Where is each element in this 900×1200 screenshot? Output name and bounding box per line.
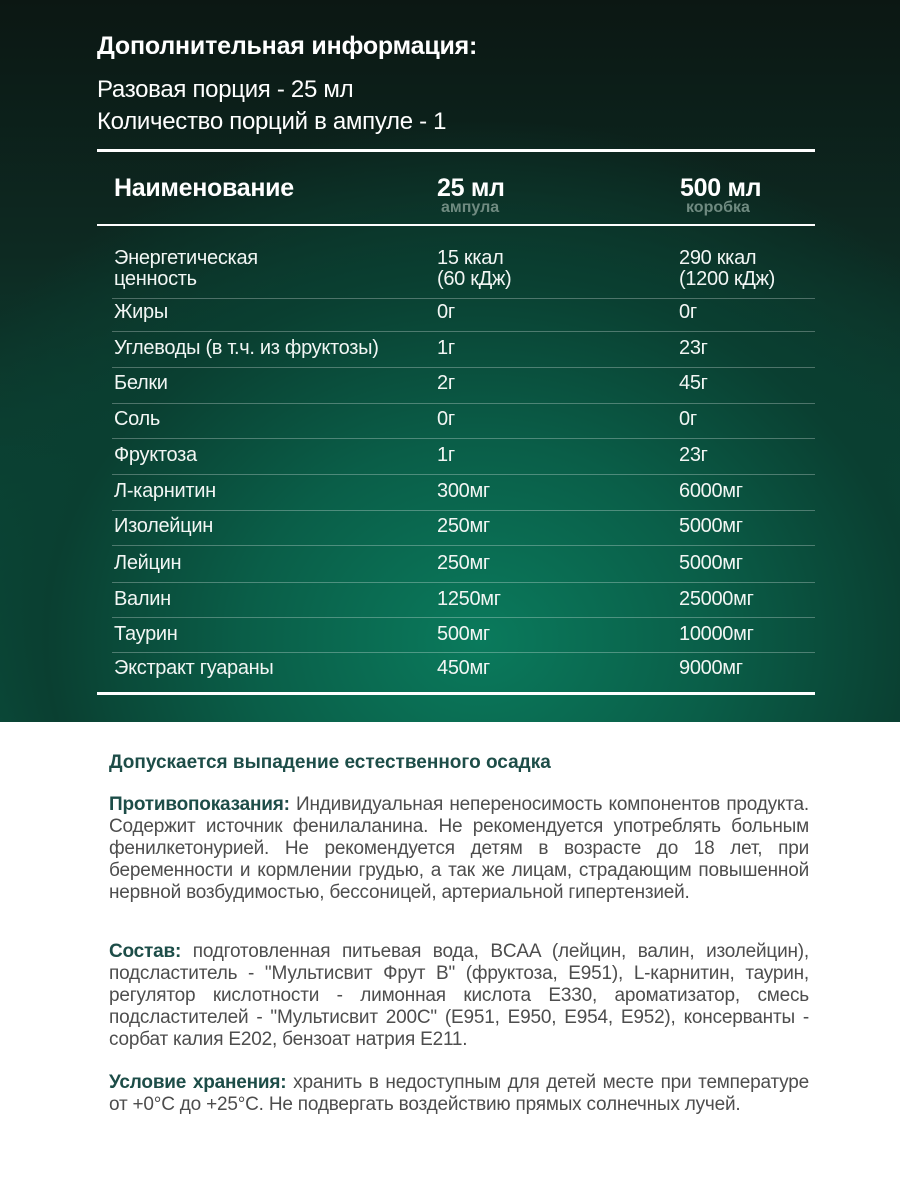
row-name: Валин [114,588,171,610]
row-name: Изолейцин [114,515,213,537]
header-rule [97,224,815,226]
composition-label: Состав: [109,941,182,962]
row-value-box: 10000мг [679,623,754,645]
storage-conditions [109,1072,809,1116]
composition [109,941,809,1051]
row-value-box: 0г [679,301,697,323]
row-name: Фруктоза [114,444,197,466]
table-bottom-rule [97,692,815,695]
row-value-ampoule: 300мг [437,480,490,502]
row-divider [112,582,815,583]
row-value-box: 290 ккал (1200 кДж) [679,247,776,290]
row-divider [112,510,815,511]
composition-text: подготовленная питьевая вода, BCAA (лейцин, валин, изолейцин), подсластитель - "Мультисвит Фрут В" (фруктоза, Е951), L-карнитин, таурин, регулятор кислотности - лимонная кислота Е330, ароматизатор, смесь подсластителей - "Мультисвит 200С" (Е951, Е950, Е954, Е952), консерванты - сорбат калия Е202, бензоат натрия Е211. [109,941,809,1050]
serving-size: Разовая порция - 25 мл [97,76,354,103]
row-divider [112,298,815,299]
header-col2: 500 мл [680,174,762,202]
row-name: Л-карнитин [114,480,216,502]
row-value-ampoule: 0г [437,408,455,430]
row-value-ampoule: 2г [437,372,455,394]
row-value-ampoule: 250мг [437,552,490,574]
row-divider [112,367,815,368]
row-value-ampoule: 1г [437,444,455,466]
header-name: Наименование [114,174,294,202]
header-col1-sub: ампула [441,199,500,216]
row-value-ampoule: 1г [437,337,455,359]
info-title: Дополнительная информация: [97,32,478,60]
row-value-box: 5000мг [679,552,743,574]
row-name: Энергетическая ценность [114,247,258,290]
row-value-box: 5000мг [679,515,743,537]
row-name: Жиры [114,301,168,323]
row-name: Экстракт гуараны [114,657,274,679]
row-value-ampoule: 1250мг [437,588,501,610]
row-value-box: 45г [679,372,708,394]
row-divider [112,617,815,618]
servings-count: Количество порций в ампуле - 1 [97,108,447,135]
row-divider [112,652,815,653]
sediment-note: Допускается выпадение естественного осадка [109,752,551,773]
row-value-ampoule: 250мг [437,515,490,537]
contraindications-label: Противопоказания: [109,794,290,815]
row-value-box: 23г [679,337,708,359]
header-col1: 25 мл [437,174,505,202]
row-value-box: 6000мг [679,480,743,502]
header-col2-sub: коробка [686,199,750,216]
row-value-ampoule: 0г [437,301,455,323]
row-name: Соль [114,408,161,430]
storage-label: Условие хранения: [109,1072,287,1093]
row-value-ampoule: 450мг [437,657,490,679]
row-value-ampoule: 15 ккал (60 кДж) [437,247,512,290]
row-value-box: 23г [679,444,708,466]
row-value-box: 25000мг [679,588,754,610]
table-top-rule [97,149,815,152]
row-divider [112,474,815,475]
row-value-ampoule: 500мг [437,623,490,645]
row-name: Углеводы (в т.ч. из фруктозы) [114,337,379,359]
contraindications [109,794,809,904]
row-name: Лейцин [114,552,182,574]
row-name: Таурин [114,623,178,645]
contraindications-text: Индивидуальная непереносимость компонентов продукта. Содержит источник фенилаланина. Не рекомендуется употреблять больным фенилкетонурией. Не рекомендуется детям в возрасте до 18 лет, при беременности и кормлении грудью, а так же лицам, страдающим повышенной нервной возбудимостью, бессоницей, артериальной гипертензией. [109,794,809,903]
row-value-box: 9000мг [679,657,743,679]
row-name: Белки [114,372,168,394]
row-divider [112,545,815,546]
storage-text: хранить в недоступным для детей месте при температуре от +0°С до +25°С. Не подвергать воздействию прямых солнечных лучей. [109,1072,809,1115]
row-divider [112,403,815,404]
row-divider [112,331,815,332]
row-value-box: 0г [679,408,697,430]
row-divider [112,438,815,439]
